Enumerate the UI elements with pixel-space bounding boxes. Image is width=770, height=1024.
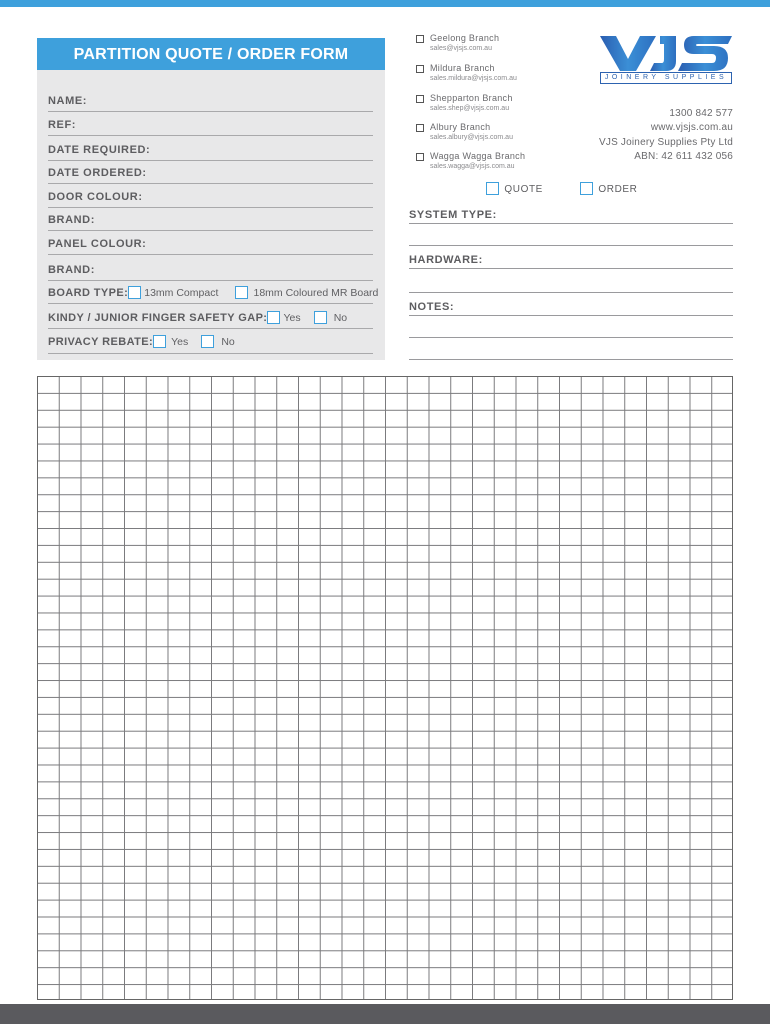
branch-name: Mildura Branch [430,63,495,73]
logo-subtitle: JOINERY SUPPLIES [600,72,732,84]
system-type-line[interactable] [409,223,733,224]
privacy-no-label: No [221,336,235,348]
contact-abn: ABN: 42 611 432 056 [634,151,733,162]
privacy-rebate-row [48,335,235,353]
branch-checkbox[interactable] [416,35,424,43]
notes-line[interactable] [409,359,733,360]
footer-bar [0,1004,770,1024]
board-18mm-checkbox[interactable] [235,286,248,299]
contact-phone: 1300 842 577 [669,108,733,119]
drawing-grid[interactable] [37,376,733,1000]
quote-label: QUOTE [504,184,543,195]
order-option [580,182,638,195]
branch-email: sales@vjsjs.com.au [430,45,492,52]
divider [48,303,373,304]
safety-gap-no-checkbox[interactable] [314,311,327,324]
system-type-label: SYSTEM TYPE: [409,209,497,221]
name-field[interactable]: NAME: [48,94,373,112]
system-type-line[interactable] [409,245,733,246]
branch-email: sales.albury@vjsjs.com.au [430,134,513,141]
branch-name: Geelong Branch [430,33,500,43]
privacy-yes-checkbox[interactable] [153,335,166,348]
branch-checkbox[interactable] [416,65,424,73]
form-title: PARTITION QUOTE / ORDER FORM [37,38,385,70]
quote-option [486,182,543,195]
hardware-label: HARDWARE: [409,254,483,266]
board-18mm-label: 18mm Coloured MR Board [253,287,379,299]
divider [48,328,373,329]
hardware-line[interactable] [409,268,733,269]
quote-checkbox[interactable] [486,182,499,195]
order-label: ORDER [598,184,638,195]
panel-colour-field[interactable]: PANEL COLOUR: [48,237,373,255]
board-type-label: BOARD TYPE: [48,287,129,299]
date-required-field[interactable]: DATE REQUIRED: [48,143,373,161]
door-brand-field[interactable]: BRAND: [48,213,373,231]
contact-website[interactable]: www.vjsjs.com.au [650,122,733,133]
notes-line[interactable] [409,315,733,316]
board-13mm-checkbox[interactable] [128,286,141,299]
branch-name: Shepparton Branch [430,93,513,103]
branch-email: sales.wagga@vjsjs.com.au [430,163,515,170]
order-checkbox[interactable] [580,182,593,195]
notes-label: NOTES: [409,301,455,313]
form-panel [37,38,385,360]
privacy-rebate-label: PRIVACY REBATE: [48,336,154,348]
contact-company: VJS Joinery Supplies Pty Ltd [599,137,733,148]
board-13mm-label: 13mm Compact [144,287,219,299]
branch-checkbox[interactable] [416,124,424,132]
branch-email: sales.shep@vjsjs.com.au [430,105,510,112]
branch-checkbox[interactable] [416,95,424,103]
privacy-no-checkbox[interactable] [201,335,214,348]
safety-gap-row [48,311,347,329]
branch-checkbox[interactable] [416,153,424,161]
ref-field[interactable]: REF: [48,118,373,136]
safety-gap-no-label: No [333,312,348,324]
safety-gap-yes-checkbox[interactable] [267,311,280,324]
safety-gap-label: KINDY / JUNIOR FINGER SAFETY GAP: [48,312,268,324]
panel-brand-field[interactable]: BRAND: [48,263,373,281]
date-ordered-field[interactable]: DATE ORDERED: [48,166,373,184]
notes-line[interactable] [409,337,733,338]
privacy-yes-label: Yes [171,336,189,348]
branch-name: Albury Branch [430,122,491,132]
branch-email: sales.mildura@vjsjs.com.au [430,75,517,82]
top-accent-bar [0,0,770,7]
divider [48,353,373,354]
door-colour-field[interactable]: DOOR COLOUR: [48,190,373,208]
board-type-row [48,286,378,304]
safety-gap-yes-label: Yes [283,312,301,324]
hardware-line[interactable] [409,292,733,293]
branch-name: Wagga Wagga Branch [430,151,526,161]
